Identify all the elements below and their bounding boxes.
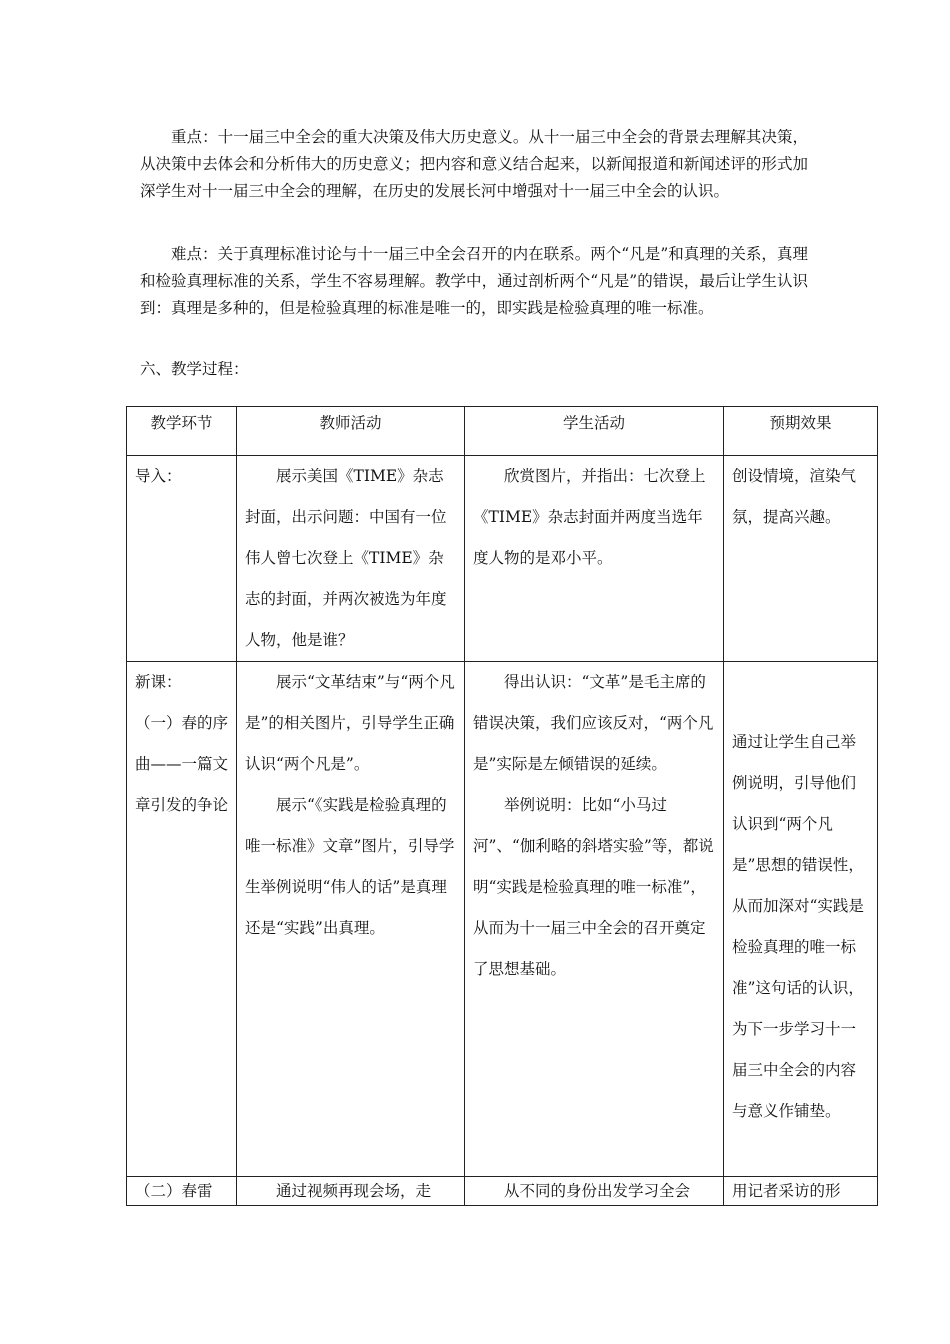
header-student: 学生活动 [465,407,724,456]
teacher-cell: 展示“文革结束”与“两个凡是”的相关图片，引导学生正确认识“两个凡是”。 展示“《实践是检验真理的唯一标准》文章”图片，引导学生举例说明“伟人的话”是真理还是“实践”出真理。 [237,662,465,1177]
teacher-cell: 通过视频再现会场，走 [237,1177,465,1206]
stage-cell: （二）春雷 [127,1177,237,1206]
student-cell: 欣赏图片，并指出：七次登上《TIME》杂志封面并两度当选年度人物的是邓小平。 [465,456,724,662]
section-heading: 六、教学过程： [140,360,249,378]
header-effect: 预期效果 [724,407,878,456]
stage-cell: 新课： （一）春的序曲——一篇文章引发的争论 [127,662,237,1177]
header-teacher: 教师活动 [237,407,465,456]
teaching-process-table [126,406,878,1206]
table-row [127,1177,878,1206]
student-cell: 得出认识：“文革”是毛主席的错误决策，我们应该反对，“两个凡是”实际是左倾错误的延续。 举例说明：比如“小马过河”、“伽利略的斜塔实验”等，都说明“实践是检验真理的唯一标准”，从而为十一届三中全会的召开奠定了思想基础。 [465,662,724,1177]
header-stage: 教学环节 [127,407,237,456]
effect-cell: 创设情境，渲染气氛，提高兴趣。 [724,456,878,662]
effect-cell: 通过让学生自己举例说明，引导他们认识到“两个凡是”思想的错误性，从而加深对“实践是检验真理的唯一标准”这句话的认识，为下一步学习十一届三中全会的内容与意义作铺垫。 [724,662,878,1177]
table-row [127,456,878,662]
table-row [127,662,878,1177]
difficulties-paragraph: 难点：关于真理标准讨论与十一届三中全会召开的内在联系。两个“凡是”和真理的关系，真理和检验真理标准的关系，学生不容易理解。教学中，通过剖析两个“凡是”的错误，最后让学生认识到：真理是多种的，但是检验真理的标准是唯一的，即实践是检验真理的唯一标准。 [140,245,808,317]
teacher-cell: 展示美国《TIME》杂志封面，出示问题：中国有一位伟人曾七次登上《TIME》杂志的封面，并两次被选为年度人物，他是谁？ [237,456,465,662]
table-header-row [127,407,878,456]
effect-cell: 用记者采访的形 [724,1177,878,1206]
student-cell: 从不同的身份出发学习全会 [465,1177,724,1206]
key-points-paragraph: 重点：十一届三中全会的重大决策及伟大历史意义。从十一届三中全会的背景去理解其决策，从决策中去体会和分析伟大的历史意义；把内容和意义结合起来，以新闻报道和新闻述评的形式加深学生对十一届三中全会的理解，在历史的发展长河中增强对十一届三中全会的认识。 [140,128,808,200]
stage-cell: 导入： [127,456,237,662]
